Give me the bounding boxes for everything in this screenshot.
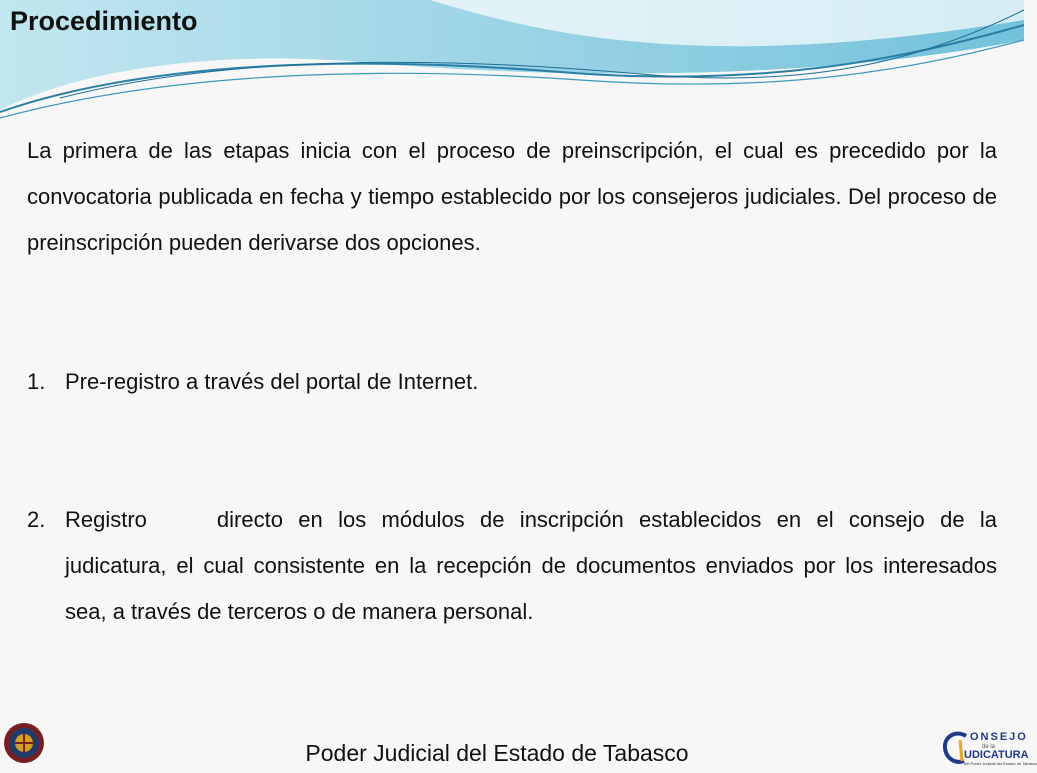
intro-paragraph [27, 128, 997, 266]
list-item-number: 2. [27, 507, 46, 532]
list-item-lead: Registro [65, 507, 147, 532]
logo-line-4: del Poder Judicial del Estado de Tabasco [964, 761, 1037, 766]
footer-text: Poder Judicial del Estado de Tabasco [305, 740, 689, 766]
logo-line-2: de la [982, 744, 996, 750]
judicial-seal-icon [2, 718, 46, 768]
logo-line-3: UDICATURA [964, 749, 1029, 761]
list-item [27, 359, 997, 405]
list-item-number: 1. [27, 369, 46, 394]
logo-line-1: ONSEJO [970, 731, 1028, 743]
consejo-judicatura-logo [940, 728, 1037, 768]
slide-title: Procedimiento [10, 6, 198, 36]
list-item-text: Pre-registro a través del portal de Internet. [65, 369, 479, 394]
list-item-body: directo en los módulos de inscripción establecidos en el consejo de la judicatura, el cual consistente en la recepción de documentos enviados por los interesados sea, a través de terceros o de manera personal. [65, 507, 997, 624]
intro-paragraph-text: La primera de las etapas inicia con el proceso de preinscripción, el cual es precedido por la convocatoria publicada en fecha y tiempo establecido por los consejeros judiciales. Del proceso de preinscripción pueden derivarse dos opciones. [27, 138, 997, 255]
list-item [27, 497, 997, 635]
list-item-text [65, 497, 997, 635]
